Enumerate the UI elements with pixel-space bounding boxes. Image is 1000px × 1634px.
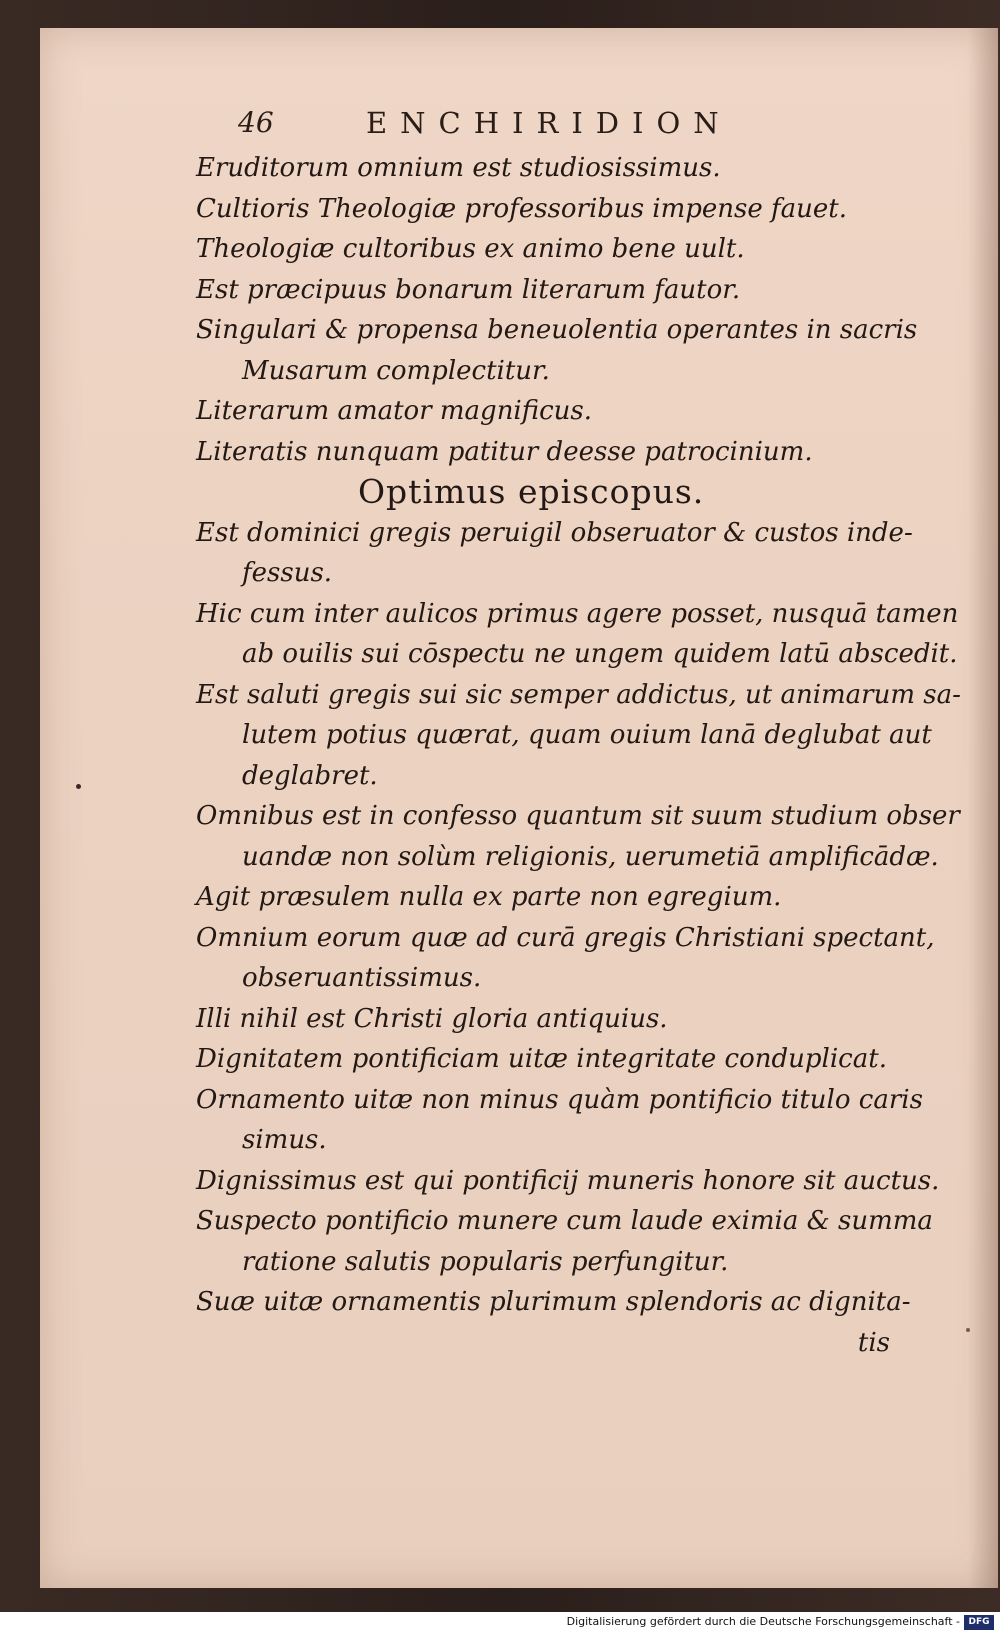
- text-line: Eruditorum omnium est studiosissimus.: [196, 153, 721, 183]
- text-line: uandæ non solùm religionis, uerumetiā amplificādæ.: [242, 841, 939, 872]
- text-line: tis: [857, 1327, 890, 1358]
- text-section-before-heading: [196, 148, 936, 472]
- text-line: Hic cum inter aulicos primus agere posset, nusquā tamen: [196, 598, 959, 629]
- page-header: [200, 100, 760, 140]
- text-line: Dignitatem pontificiam uitæ integritate conduplicat.: [196, 1044, 887, 1074]
- footer-bar: [0, 1612, 1000, 1634]
- text-line: ratione salutis popularis perfungitur.: [242, 1246, 729, 1277]
- text-line: ab ouilis sui cōspectu ne ungem quidem latū abscedit.: [242, 639, 958, 669]
- text-line: Est saluti gregis sui sic semper addictus, ut animarum sa-: [196, 679, 961, 710]
- text-line: Est dominici gregis peruigil obseruator & custos inde-: [196, 517, 913, 548]
- text-line: Dignissimus est qui pontificij muneris honore sit auctus.: [196, 1165, 940, 1196]
- text-line: Literatis nunquam patitur deesse patrocinium.: [196, 436, 813, 467]
- text-line: Literarum amator magnificus.: [196, 396, 593, 426]
- text-line: Suspecto pontificio munere cum laude eximia & summa: [196, 1206, 933, 1236]
- text-line: Theologiæ cultoribus ex animo bene uult.: [196, 234, 745, 264]
- section-heading: Optimus episcopus.: [358, 472, 705, 511]
- text-line: lutem potius quærat, quam ouium lanā deglubat aut: [242, 720, 932, 750]
- body-text: [196, 148, 961, 1363]
- page-number: 46: [238, 106, 274, 139]
- text-line: simus.: [242, 1125, 327, 1155]
- ink-spot: [76, 784, 81, 789]
- footer-credit: Digitalisierung gefördert durch die Deutsche Forschungsgemeinschaft -: [566, 1615, 960, 1628]
- text-line: Musarum complectitur.: [242, 355, 550, 386]
- text-line: Omnium eorum quæ ad curā gregis Christiani spectant,: [196, 922, 935, 953]
- text-line: Cultioris Theologiæ professoribus impense fauet.: [196, 193, 848, 224]
- ink-spot: [966, 1328, 970, 1332]
- text-line: Est præcipuus bonarum literarum fautor.: [196, 274, 741, 305]
- text-line: deglabret.: [242, 760, 378, 791]
- text-section-after-heading: [196, 513, 961, 1364]
- dfg-logo: DFG: [964, 1615, 994, 1630]
- text-line: Suæ uitæ ornamentis plurimum splendoris ac dignita-: [196, 1287, 911, 1317]
- running-title: ENCHIRIDION: [366, 106, 732, 140]
- text-line: Ornamento uitæ non minus quàm pontificio titulo caris: [196, 1084, 923, 1115]
- text-line: Omnibus est in confesso quantum sit suum studium obser: [196, 801, 960, 831]
- text-line: Singulari & propensa beneuolentia operantes in sacris: [196, 315, 918, 345]
- text-line: obseruantissimus.: [242, 963, 482, 993]
- text-line: Illi nihil est Christi gloria antiquius.: [196, 1003, 668, 1034]
- text-line: fessus.: [242, 558, 333, 588]
- text-line: Agit præsulem nulla ex parte non egregium.: [196, 882, 782, 912]
- page-gutter-shadow: [968, 28, 998, 1588]
